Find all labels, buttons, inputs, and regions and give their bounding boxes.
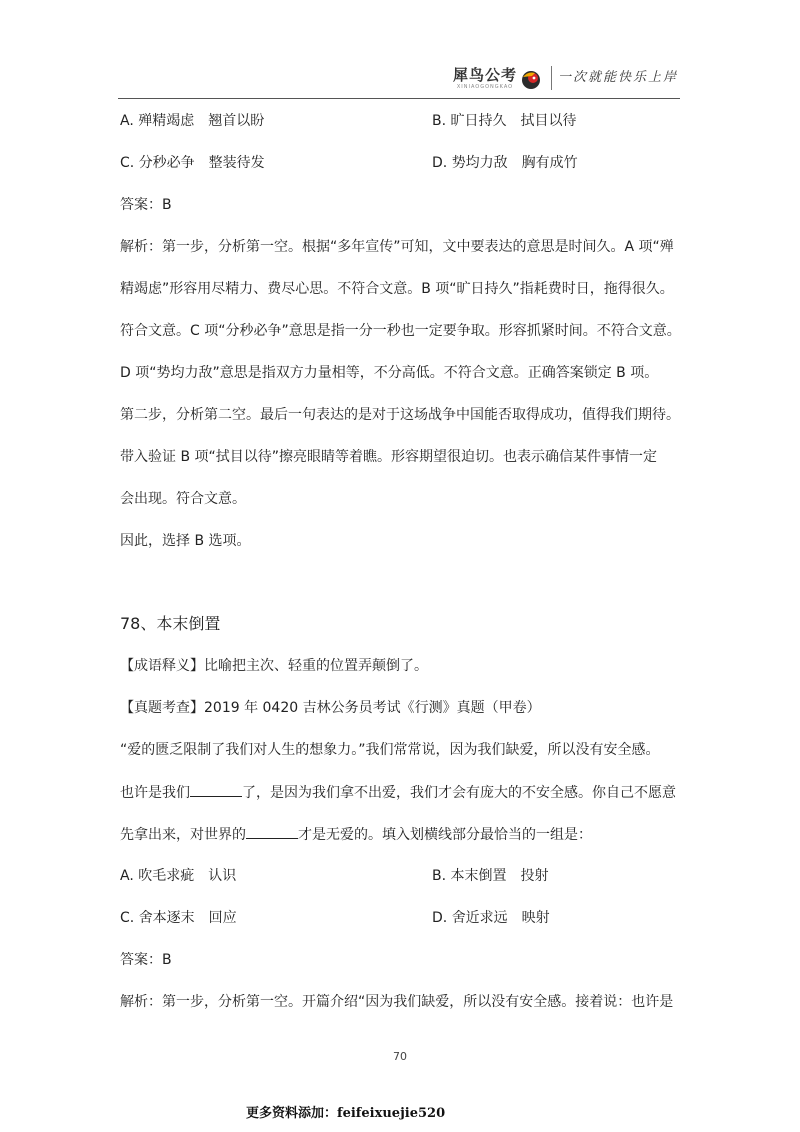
option-text: 势均力敌 胸有成竹 bbox=[451, 155, 578, 171]
option-label: A. bbox=[120, 113, 134, 129]
option-text: 旷日持久 拭目以待 bbox=[450, 113, 577, 129]
option-text: 吹毛求疵 认识 bbox=[138, 868, 237, 884]
option-text: 舍近求远 映射 bbox=[451, 910, 550, 926]
stem-text: 先拿出来，对世界的 bbox=[120, 827, 246, 843]
q78-stem-line bbox=[120, 782, 676, 803]
q77-option-a bbox=[120, 111, 264, 131]
stem-text: 也许是我们 bbox=[120, 785, 190, 801]
q77-analysis-line: D 项“势均力敌”意思是指双方力量相等，不分高低。不符合文意。正确答案锁定 B 项。 bbox=[120, 365, 659, 381]
q78-answer: 答案：B bbox=[120, 952, 172, 968]
q78-option-d bbox=[432, 908, 550, 928]
q77-option-c bbox=[120, 153, 265, 173]
q78-title: 78、本末倒置 bbox=[120, 614, 221, 633]
q77-answer: 答案：B bbox=[120, 197, 172, 213]
header-slogan: 一次就能快乐上岸 bbox=[557, 70, 678, 85]
option-text: 本末倒置 投射 bbox=[450, 868, 549, 884]
option-label: B. bbox=[432, 868, 447, 884]
q77-analysis-line: 第二步，分析第二空。最后一句表达的是对于这场战争中国能否取得成功，值得我们期待。 bbox=[120, 407, 680, 423]
fill-blank-1 bbox=[190, 782, 242, 797]
q77-option-b bbox=[432, 111, 577, 131]
q77-analysis-line: 会出现。符合文意。 bbox=[120, 491, 246, 507]
q78-definition: 【成语释义】比喻把主次、轻重的位置弄颠倒了。 bbox=[120, 658, 428, 674]
q78-analysis-line: 解析：第一步，分析第一空。开篇介绍“因为我们缺爱，所以没有安全感。接着说：也许是 bbox=[120, 994, 674, 1010]
hornbill-bird-icon bbox=[520, 68, 542, 90]
q78-source: 【真题考查】2019 年 0420 吉林公务员考试《行测》真题（甲卷） bbox=[120, 700, 541, 716]
option-text: 殚精竭虑 翘首以盼 bbox=[138, 113, 265, 129]
q77-analysis-line: 精竭虑”形容用尽精力、费尽心思。不符合文意。B 项“旷日持久”指耗费时日，拖得很久。 bbox=[120, 281, 674, 297]
stem-text: 才是无爱的。填入划横线部分最恰当的一组是： bbox=[298, 827, 592, 843]
page-header bbox=[118, 60, 680, 99]
option-text: 分秒必争 整装待发 bbox=[138, 155, 265, 171]
q78-stem-line bbox=[120, 824, 592, 845]
brand-logo bbox=[453, 62, 542, 96]
q78-option-a bbox=[120, 866, 236, 886]
option-text: 舍本逐末 回应 bbox=[138, 910, 237, 926]
logo-name: 犀鸟公考 bbox=[452, 66, 517, 84]
option-label: C. bbox=[120, 910, 135, 926]
option-label: D. bbox=[432, 910, 448, 926]
option-label: A. bbox=[120, 868, 134, 884]
q78-option-b bbox=[432, 866, 549, 886]
page-number: 70 bbox=[393, 1050, 407, 1063]
q77-analysis-line: 符合文意。C 项“分秒必争”意思是指一分一秒也一定要争取。形容抓紧时间。不符合文意。 bbox=[120, 323, 681, 339]
header-divider bbox=[551, 66, 552, 90]
q77-conclusion: 因此，选择 B 选项。 bbox=[120, 533, 251, 549]
footer-contact: 更多资料添加：feifeixuejie520 bbox=[246, 1106, 446, 1121]
q77-option-d bbox=[432, 153, 578, 173]
logo-subtitle: XINIAOGONGKAO bbox=[456, 84, 514, 90]
q78-stem-line: “爱的匮乏限制了我们对人生的想象力。”我们常常说，因为我们缺爱，所以没有安全感。 bbox=[120, 742, 660, 758]
option-label: D. bbox=[432, 155, 448, 171]
option-label: B. bbox=[432, 113, 447, 129]
q78-option-c bbox=[120, 908, 237, 928]
stem-text: 了，是因为我们拿不出爱，我们才会有庞大的不安全感。你自己不愿意 bbox=[242, 785, 676, 801]
option-label: C. bbox=[120, 155, 135, 171]
q77-analysis-line: 带入验证 B 项“拭目以待”擦亮眼睛等着瞧。形容期望很迫切。也表示确信某件事情一定 bbox=[120, 449, 658, 465]
q77-analysis-line: 解析：第一步，分析第一空。根据“多年宣传”可知，文中要表达的意思是时间久。A 项“殚 bbox=[120, 239, 674, 255]
fill-blank-2 bbox=[246, 824, 298, 839]
logo-text bbox=[453, 67, 517, 91]
